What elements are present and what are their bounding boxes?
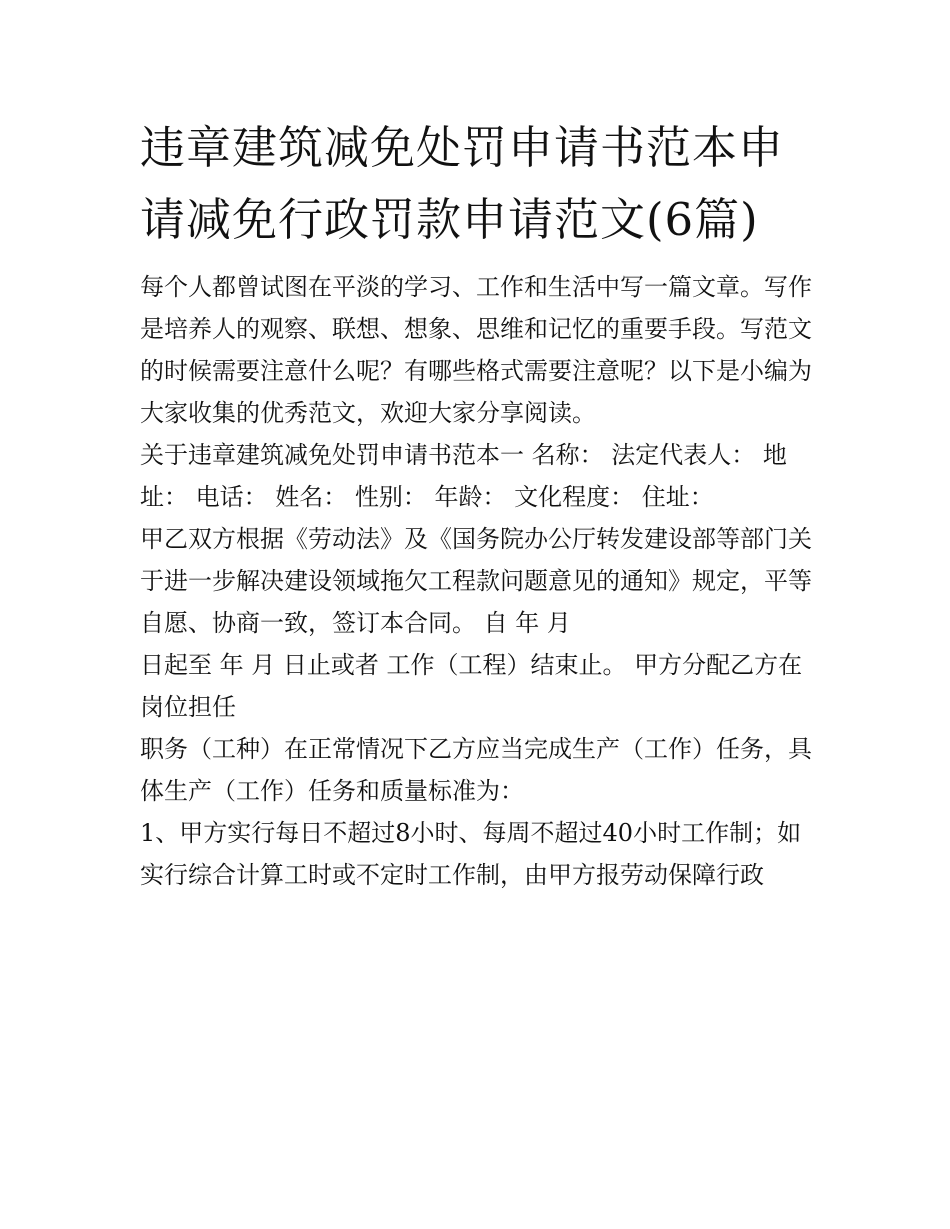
paragraph-working-hours: 1、甲方实行每日不超过8小时、每周不超过40小时工作制；如实行综合计算工时或不定时工作制，由甲方报劳动保障行政: [140, 819, 802, 889]
paragraph-applicant-fields: 关于违章建筑减免处罚申请书范本一 名称： 法定代表人： 地址： 电话： 姓名： 性别： 年龄： 文化程度： 住址：: [140, 441, 787, 511]
paragraph-contract-term: 日起至 年 月 日止或者 工作（工程）结束止。 甲方分配乙方在 岗位担任: [140, 651, 803, 721]
paragraph-contract-basis: 甲乙双方根据《劳动法》及《国务院办公厅转发建设部等部门关于进一步解决建设领域拖欠工程款问题意见的通知》规定，平等自愿、协商一致，签订本合同。 自 年 月: [140, 525, 812, 637]
paragraph-job-duties: 职务（工种）在正常情况下乙方应当完成生产（工作）任务，具体生产（工作）任务和质量标准为：: [140, 735, 812, 805]
document-title: 违章建筑减免处罚申请书范本申请减免行政罚款申请范文(6篇): [140, 121, 785, 246]
paragraph-intro: 每个人都曾试图在平淡的学习、工作和生活中写一篇文章。写作是培养人的观察、联想、想象、思维和记忆的重要手段。写范文的时候需要注意什么呢？有哪些格式需要注意呢？以下是小编为大家收集的优秀范文，欢迎大家分享阅读。: [140, 273, 812, 427]
document-page: [140, 112, 820, 896]
